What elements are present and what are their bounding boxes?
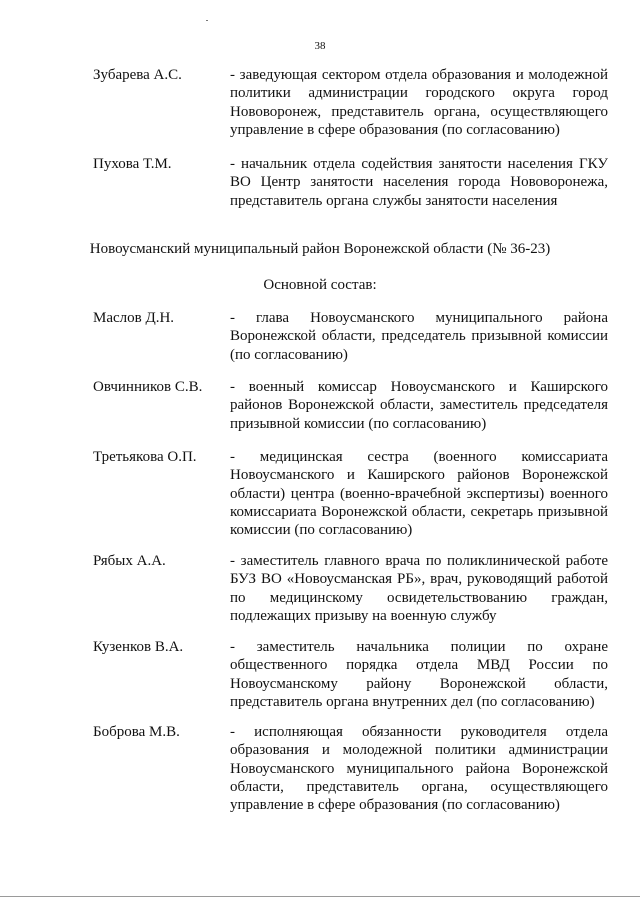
member-description: - глава Новоусманского муниципального района Воронежской области, председатель призывной комиссии (по согласованию): [230, 310, 608, 363]
member-description: - военный комиссар Новоусманского и Каширского районов Воронежской области, заместитель председателя призывной комиссии (по согласованию): [230, 379, 608, 432]
member-name: Боброва М.В.: [93, 724, 180, 740]
member-description: - заместитель главного врача по поликлинической работе БУЗ ВО «Новоусманская РБ», врач, руководящий работой по медицинскому освидетельствованию граждан, подлежащих призыву на военную службу: [230, 553, 608, 624]
member-description: - заведующая сектором отдела образования и молодежной политики администрации городского округа город Нововоронеж, представитель органа, осуществляющего управление в сфере образования (по согласованию): [230, 67, 608, 138]
member-name: Третьякова О.П.: [93, 449, 197, 465]
member-name: Пухова Т.М.: [93, 156, 172, 172]
member-name: Рябых А.А.: [93, 553, 166, 569]
member-name: Кузенков В.А.: [93, 639, 184, 655]
member-name: Зубарева А.С.: [93, 67, 182, 83]
member-name: Маслов Д.Н.: [93, 310, 175, 326]
scan-mark: [206, 20, 208, 21]
subsection-title: Основной состав:: [263, 277, 377, 293]
section-title: Новоусманский муниципальный район Воронежской области (№ 36-23): [89, 241, 551, 257]
member-description: - начальник отдела содействия занятости населения ГКУ ВО Центр занятости населения города Нововоронежа, представитель органа службы занятости населения: [230, 156, 608, 209]
page-number: 38: [314, 40, 326, 52]
member-description: - заместитель начальника полиции по охране общественного порядка отдела МВД России по Новоусманскому району Воронежской области, представитель органа внутренних дел (по согласованию): [230, 639, 608, 710]
member-name: Овчинников С.В.: [93, 379, 203, 395]
member-description: - исполняющая обязанности руководителя отдела образования и молодежной политики администрации Новоусманского муниципального района Воронежской области, представитель органа, осуществляющего управление в сфере образования (по согласованию): [230, 724, 608, 814]
member-description: - медицинская сестра (военного комиссариата Новоусманского и Каширского районов Воронежской области) центра (военно-врачебной экспертизы) военного комиссариата Воронежской области, секретарь призывной комиссии (по согласованию): [230, 449, 608, 539]
bottom-rule: [0, 896, 640, 897]
